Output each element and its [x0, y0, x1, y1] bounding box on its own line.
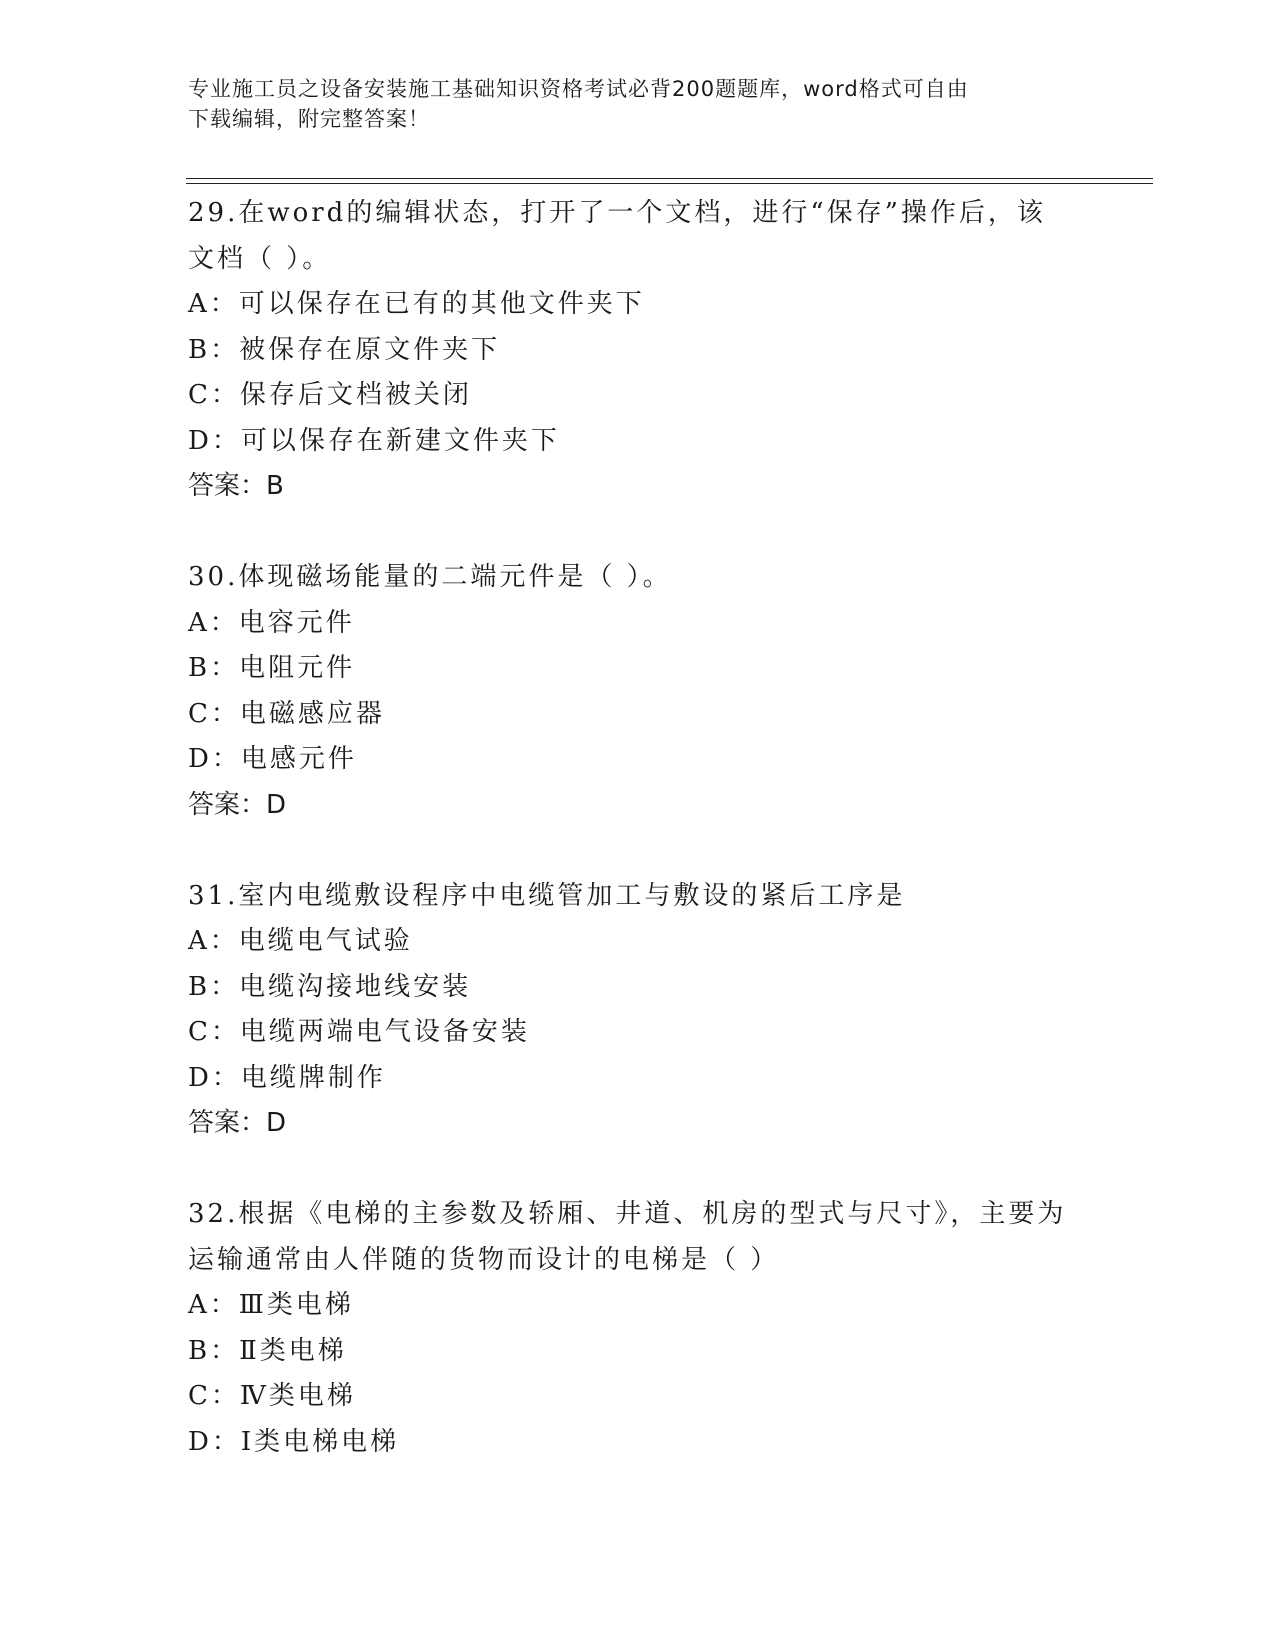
- option-d: D：电感元件: [188, 744, 357, 774]
- answer: 答案：D: [188, 1108, 287, 1138]
- document-header: [188, 74, 1068, 134]
- question-spacer: [188, 1147, 1088, 1193]
- question-32: [188, 1192, 1088, 1465]
- answer: 答案：D: [188, 789, 287, 820]
- header-line: 下载编辑，附完整答案！: [188, 107, 430, 131]
- option-c: C：保存后文档被关闭: [188, 380, 472, 410]
- option-b: B：Ⅱ类电梯: [188, 1335, 347, 1366]
- option-a: A：电缆电气试验: [188, 926, 413, 956]
- option-d: D：电缆牌制作: [188, 1062, 386, 1093]
- option-b: B：被保存在原文件夹下: [188, 334, 501, 365]
- header-divider-top: [186, 178, 1153, 179]
- option-b: B：电缆沟接地线安装: [188, 971, 472, 1002]
- question-30: [188, 555, 1088, 828]
- option-a: A：电容元件: [188, 607, 355, 638]
- question-stem: 30.体现磁场能量的二端元件是（ ）。: [188, 562, 672, 592]
- question-31: [188, 874, 1088, 1147]
- header-divider-bottom: [186, 183, 1153, 184]
- question-stem: 文档（ ）。: [188, 243, 332, 274]
- question-spacer: [188, 828, 1088, 874]
- question-stem: 32.根据《电梯的主参数及轿厢、井道、机房的型式与尺寸》，主要为: [188, 1199, 1067, 1229]
- question-spacer: [188, 510, 1088, 556]
- question-stem: 运输通常由人伴随的货物而设计的电梯是（ ）: [188, 1244, 780, 1275]
- question-stem: 31.室内电缆敷设程序中电缆管加工与敷设的紧后工序是: [188, 880, 906, 911]
- option-c: C：电缆两端电气设备安装: [188, 1017, 530, 1047]
- question-list: [188, 191, 1088, 1465]
- option-b: B：电阻元件: [188, 653, 356, 683]
- answer: 答案：B: [188, 471, 284, 501]
- question-29: [188, 191, 1088, 510]
- option-c: C：Ⅳ类电梯: [188, 1381, 356, 1411]
- option-c: C：电磁感应器: [188, 698, 385, 729]
- question-stem: 29.在word的编辑状态，打开了一个文档，进行“保存”操作后，该: [188, 198, 1046, 228]
- option-d: D：可以保存在新建文件夹下: [188, 425, 560, 456]
- header-line: 专业施工员之设备安装施工基础知识资格考试必背200题题库，word格式可自由: [188, 77, 969, 101]
- option-a: A：Ⅲ类电梯: [188, 1290, 354, 1320]
- option-d: D：Ⅰ类电梯电梯: [188, 1426, 400, 1457]
- option-a: A：可以保存在已有的其他文件夹下: [188, 289, 645, 319]
